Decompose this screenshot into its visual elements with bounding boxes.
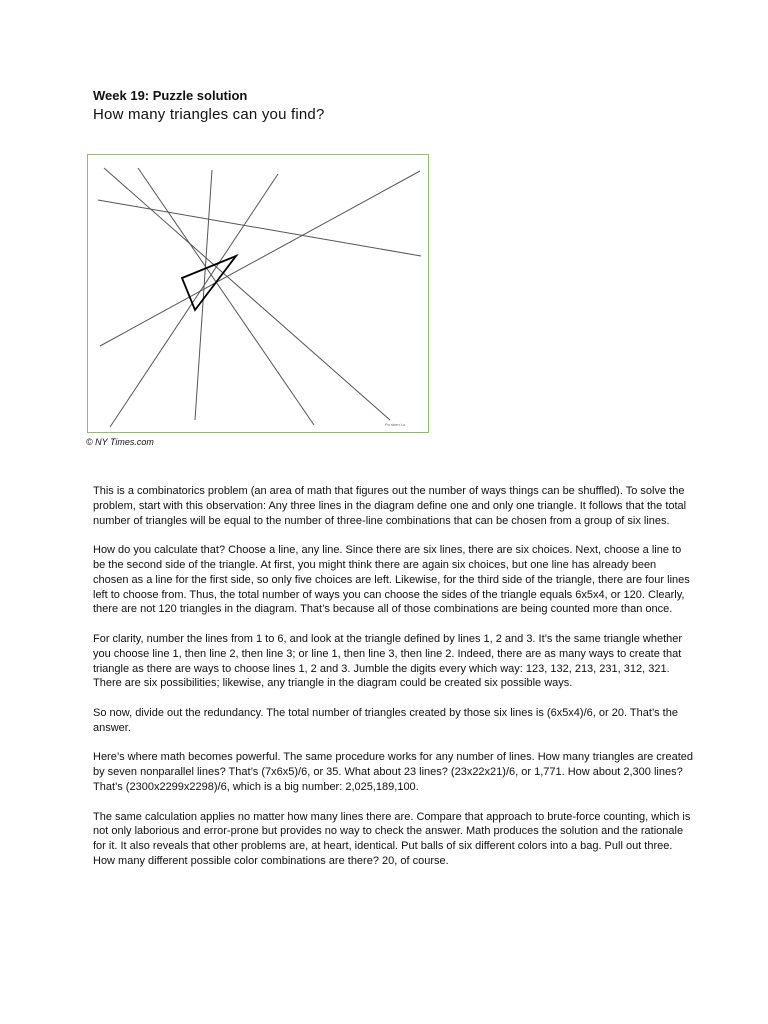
puzzle-question: How many triangles can you find?	[93, 106, 325, 123]
diagram-line-1	[104, 168, 390, 420]
figure-signature: Po shen Lo	[385, 422, 406, 427]
paragraph-4: So now, divide out the redundancy. The total number of triangles created by those six lines is (6x5x4)/6, or 20. That’s the answer.	[93, 706, 678, 734]
diagram-line-6	[138, 168, 314, 425]
highlighted-triangle	[182, 256, 236, 310]
page-title: Week 19: Puzzle solution	[93, 88, 248, 103]
paragraph-1: This is a combinatorics problem (an area of math that figures out the number of ways things can be shuffled). To solve the problem, start with this observation: Any three lines in the diagram define one and only one triangle. It follows that the total number of triangles will be equal to the number of three-line combinations that can be chosen from a group of six lines.	[93, 485, 687, 527]
image-credit: © NY Times.com	[86, 437, 154, 447]
diagram-line-4	[110, 174, 278, 427]
diagram-line-2	[98, 200, 421, 256]
paragraph-6: The same calculation applies no matter how many lines there are. Compare that approach to brute-force counting, which is not only laborious and error-prone but provides no way to check the answer. Math produces the solution and the rationale for it. It also reveals that other problems are, at heart, identical. Put balls of six different colors into a bag. Pull out three. How many different possible color combinations are there? 20, of course.	[93, 810, 691, 867]
lines-drawing	[88, 155, 430, 434]
triangle-diagram	[87, 154, 429, 433]
diagram-line-5	[100, 171, 420, 346]
paragraph-2: How do you calculate that? Choose a line, any line. Since there are six lines, there are six choices. Next, choose a line to be the second side of the triangle. At first, you might think there are again six choices, but one line has already been chosen as a line for the first side, so only five choices are left. Likewise, for the third side of the triangle, there are four lines left to choose from. Thus, the total number of ways you can choose the sides of the triangle equals 6x5x4, or 120. Clearly, there are not 120 triangles in the diagram. That’s because all of those combinations are being counted more than once.	[93, 544, 690, 616]
solution-text	[93, 484, 693, 884]
paragraph-5: Here’s where math becomes powerful. The same procedure works for any number of lines. How many triangles are created by seven nonparallel lines? That’s (7x6x5)/6, or 35. What about 23 lines? (23x22x21)/6, or 1,771. How about 2,300 lines? That’s (2300x2299x2298)/6, which is a big number: 2,025,189,100.	[93, 751, 693, 793]
paragraph-3: For clarity, number the lines from 1 to 6, and look at the triangle defined by lines 1, 2 and 3. It’s the same triangle whether you choose line 1, then line 2, then line 3; or line 1, then line 3, then line 2. Indeed, there are as many ways to create that triangle as there are ways to choose lines 1, 2 and 3. Jumble the digits every which way: 123, 132, 213, 231, 312, 321. There are six possibilities; likewise, any triangle in the diagram could be created six possible ways.	[93, 632, 683, 690]
